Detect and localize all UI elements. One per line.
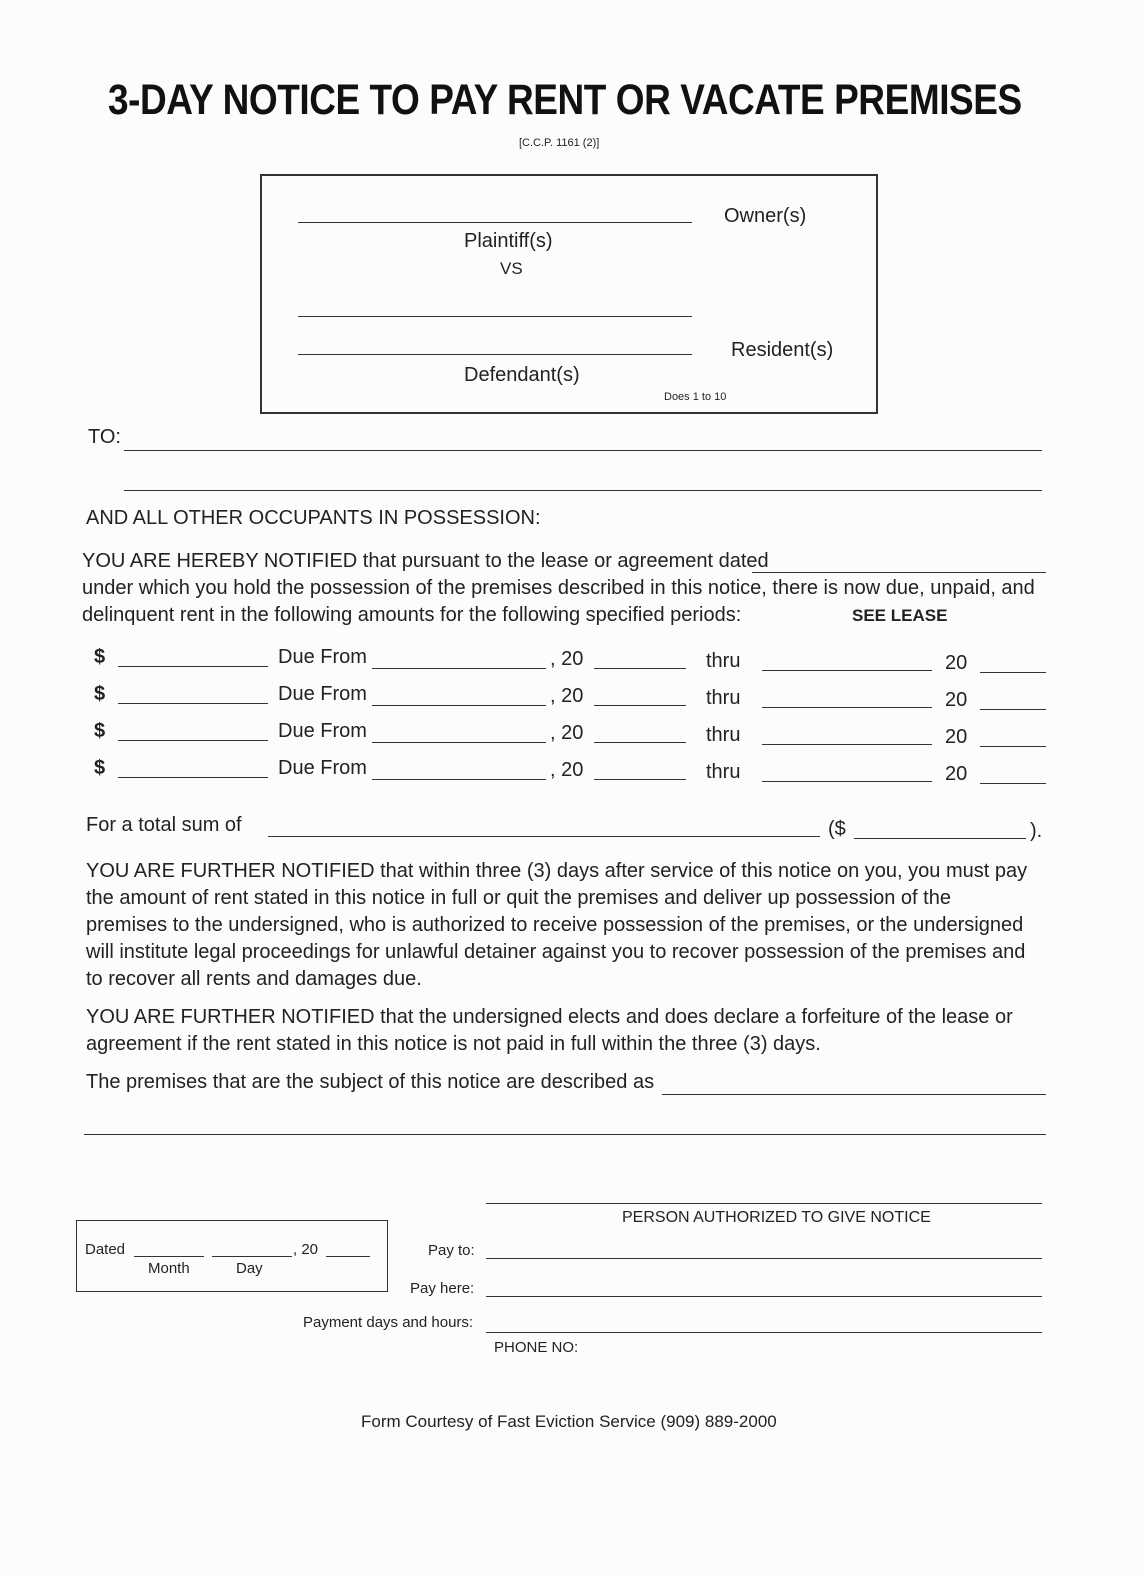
day-label: Day — [236, 1260, 263, 1277]
vs-label: VS — [500, 259, 523, 278]
person-authorized-label: PERSON AUTHORIZED TO GIVE NOTICE — [622, 1209, 931, 1226]
dollar-sign: $ — [94, 646, 106, 668]
lease-date-line[interactable] — [752, 572, 1046, 573]
further-line-3: premises to the undersigned, who is authorized to receive possession of the premises, or the undersigned — [86, 914, 1024, 936]
due-from-label: Due From — [278, 646, 367, 668]
due-from-label: Due From — [278, 683, 367, 705]
thru-label: thru — [706, 761, 741, 783]
signature-line[interactable] — [486, 1203, 1042, 1204]
dated-day-line[interactable] — [212, 1256, 292, 1257]
year-prefix: , 20 — [550, 722, 584, 744]
notice-line-3: delinquent rent in the following amounts for the following specified periods: — [82, 604, 742, 626]
to-line-1[interactable] — [124, 450, 1042, 451]
from-year-line[interactable] — [594, 779, 686, 780]
thru-date-line[interactable] — [762, 707, 932, 708]
dollar-sign: $ — [94, 720, 106, 742]
thru-year-line[interactable] — [980, 709, 1046, 710]
thru-date-line[interactable] — [762, 670, 932, 671]
year-end: 20 — [945, 763, 968, 785]
thru-year-line[interactable] — [980, 672, 1046, 673]
thru-label: thru — [706, 687, 741, 709]
year-prefix: , 20 — [550, 759, 584, 781]
dated-year-line[interactable] — [326, 1256, 370, 1257]
dated-year-prefix: , 20 — [293, 1241, 319, 1258]
amount-line[interactable] — [118, 740, 268, 741]
month-label: Month — [148, 1260, 190, 1277]
thru-date-line[interactable] — [762, 744, 932, 745]
from-year-line[interactable] — [594, 705, 686, 706]
from-date-line[interactable] — [372, 668, 546, 669]
amount-line[interactable] — [118, 703, 268, 704]
plaintiff-line[interactable] — [298, 222, 692, 223]
from-year-line[interactable] — [594, 742, 686, 743]
from-date-line[interactable] — [372, 705, 546, 706]
total-words-line[interactable] — [268, 836, 820, 837]
plaintiff-label: Plaintiff(s) — [464, 230, 553, 252]
further-line-5: to recover all rents and damages due. — [86, 968, 422, 990]
year-prefix: , 20 — [550, 685, 584, 707]
from-year-line[interactable] — [594, 668, 686, 669]
pay-to-label: Pay to: — [428, 1242, 475, 1259]
dated-month-line[interactable] — [134, 1256, 204, 1257]
pay-here-line[interactable] — [486, 1296, 1042, 1297]
thru-year-line[interactable] — [980, 746, 1046, 747]
further-line-4: will institute legal proceedings for unlawful detainer against you to recover possession of the premises and — [86, 941, 1026, 963]
defendant-label: Defendant(s) — [464, 364, 580, 386]
total-open: ($ — [828, 818, 846, 840]
due-from-label: Due From — [278, 720, 367, 742]
forfeiture-line-2: agreement if the rent stated in this notice is not paid in full within the three (3) days. — [86, 1033, 821, 1055]
further-line-2: the amount of rent stated in this notice in full or quit the premises and deliver up possession of the — [86, 887, 951, 909]
thru-year-line[interactable] — [980, 783, 1046, 784]
dollar-sign: $ — [94, 683, 106, 705]
from-date-line[interactable] — [372, 742, 546, 743]
to-label: TO: — [88, 426, 121, 448]
thru-label: thru — [706, 724, 741, 746]
defendant-line-1[interactable] — [298, 316, 692, 317]
pay-to-line[interactable] — [486, 1258, 1042, 1259]
occupants-heading: AND ALL OTHER OCCUPANTS IN POSSESSION: — [86, 507, 541, 529]
does-label: Does 1 to 10 — [664, 391, 727, 403]
year-end: 20 — [945, 689, 968, 711]
to-line-2[interactable] — [124, 490, 1042, 491]
due-from-label: Due From — [278, 757, 367, 779]
premises-line-2[interactable] — [84, 1134, 1046, 1135]
forfeiture-line-1: YOU ARE FURTHER NOTIFIED that the undersigned elects and does declare a forfeiture of the lease or — [86, 1006, 1013, 1028]
dollar-sign: $ — [94, 757, 106, 779]
premises-line-1[interactable] — [662, 1094, 1046, 1095]
thru-date-line[interactable] — [762, 781, 932, 782]
owner-label: Owner(s) — [724, 205, 807, 227]
total-amount-line[interactable] — [854, 838, 1026, 839]
amount-line[interactable] — [118, 666, 268, 667]
ccp-reference: [C.C.P. 1161 (2)] — [519, 137, 600, 149]
thru-label: thru — [706, 650, 741, 672]
notice-line-2: under which you hold the possession of the premises described in this notice, there is now due, unpaid, and — [82, 577, 1035, 599]
notice-line-1: YOU ARE HEREBY NOTIFIED that pursuant to the lease or agreement dated — [82, 550, 769, 572]
see-lease-label: SEE LEASE — [852, 606, 948, 625]
year-end: 20 — [945, 652, 968, 674]
year-prefix: , 20 — [550, 648, 584, 670]
dated-label: Dated — [85, 1241, 126, 1258]
pay-here-label: Pay here: — [410, 1280, 475, 1297]
year-end: 20 — [945, 726, 968, 748]
total-label: For a total sum of — [86, 814, 242, 836]
payment-days-line[interactable] — [486, 1332, 1042, 1333]
phone-label: PHONE NO: — [494, 1339, 579, 1356]
payment-days-label: Payment days and hours: — [303, 1314, 474, 1331]
total-close: ). — [1030, 820, 1043, 842]
further-line-1: YOU ARE FURTHER NOTIFIED that within three (3) days after service of this notice on you, you must pay — [86, 860, 1028, 882]
resident-label: Resident(s) — [731, 339, 834, 361]
premises-label: The premises that are the subject of this notice are described as — [86, 1071, 655, 1093]
notice-title: 3-DAY NOTICE TO PAY RENT OR VACATE PREMISES — [108, 76, 1022, 124]
footer-credit: Form Courtesy of Fast Eviction Service (909) 889-2000 — [361, 1412, 777, 1431]
defendant-line-2[interactable] — [298, 354, 692, 355]
from-date-line[interactable] — [372, 779, 546, 780]
amount-line[interactable] — [118, 777, 268, 778]
